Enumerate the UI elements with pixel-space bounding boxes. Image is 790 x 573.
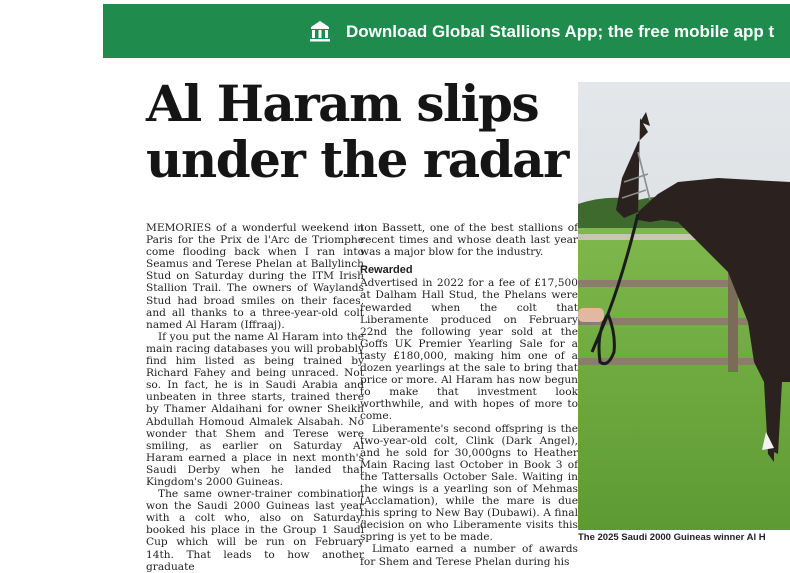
paragraph: Advertised in 2022 for a fee of £17,500 at Dalham Hall Stud, the Phelans were rewarded when the colt that Liberamente produced on February 22nd the following year sold at the Goffs UK Premier Yearling Sale for a tasty £180,000, making him one of a dozen yearlings at the sale to bring that price or more. Al Haram has now begun to make that investment look worthwhile, and with hopes of more to come. [360,277,578,423]
article-column-2 [360,222,578,568]
horse-photo [578,82,790,530]
banner-text: Download Global Stallions App; the free mobile app t [346,22,775,41]
stallion-crest-icon [308,20,332,42]
paragraph: MEMORIES of a wonderful weekend in Paris for the Prix de l'Arc de Triomphe come flooding back when I ran into Seamus and Terese Phelan at Ballylinch Stud on Saturday during the ITM Irish Stallion Trail. The owners of Waylands Stud had broad smiles on their faces, and all thanks to a three-year-old colt named Al Haram (Iffraaj). [146,222,364,331]
headline [146,76,576,188]
paragraph: The same owner-trainer combination won the Saudi 2000 Guineas last year with a colt who, also on Saturday, booked his place in the Group 1 Saudi Cup which will be run on February 14th. That leads to how another graduate [146,488,364,573]
headline-line-2: under the radar [146,130,568,189]
subheading: Rewarded [360,264,413,277]
paragraph: Liberamente's second offspring is the two-year-old colt, Clink (Dark Angel), and he sold for 30,000gns to Heather Main Racing last October in Book 3 of the Tattersalls October Sale. Waiting in the wings is a yearling son of Mehmas (Acclamation), while the mare is due this spring to New Bay (Dubawi). A final decision on who Liberamente visits this spring is yet to be made. [360,422,578,544]
paragraph: Limato earned a number of awards for Shem and Terese Phelan during his [360,543,578,568]
headline-line-1: Al Haram slips [146,74,539,133]
photo-caption: The 2025 Saudi 2000 Guineas winner Al H [578,532,766,543]
paragraph: ton Bassett, one of the best stallions of recent times and whose death last year was a major blow for the industry. [360,222,578,259]
app-download-banner[interactable] [103,4,790,58]
article-column-1 [146,222,364,573]
paragraph: If you put the name Al Haram into the main racing databases you will probably find him listed as being trained by Richard Fahey and being unraced. Not so. In fact, he is in Saudi Arabia and unbeaten in three starts, trained there by Thamer Aldaihani for owner Sheikh Abdullah Homoud Almalek Alsabah. No wonder that Shem and Terese were smiling, as earlier on Saturday Al Haram earned a place in next month's Saudi Derby when he landed that Kingdom's 2000 Guineas. [146,330,364,488]
